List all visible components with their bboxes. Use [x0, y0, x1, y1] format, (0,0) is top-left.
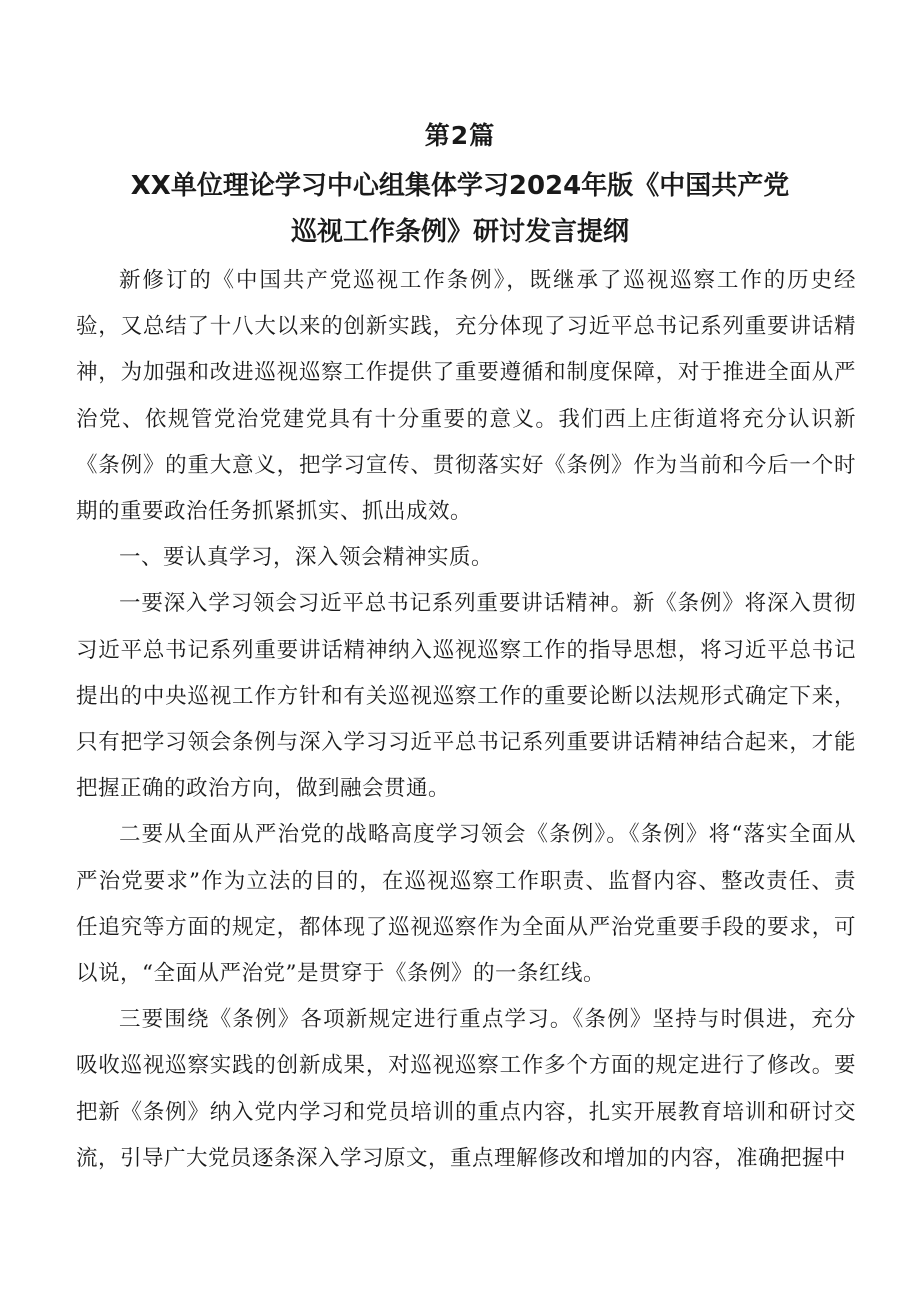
paragraph-intro: 新修订的《中国共产党巡视工作条例》，既继承了巡视巡察工作的历史经验，又总结了十八大以来的创新实践，充分体现了习近平总书记系列重要讲话精神，为加强和改进巡视巡察工作提供了重要遵循和制度保障，对于推进全面从严治党、依规管党治党建党具有十分重要的意义。我们西上庄街道将充分认识新《条例》的重大意义，把学习宣传、贯彻落实好《条例》作为当前和今后一个时期的重要政治任务抓紧抓实、抓出成效。 — [76, 268, 856, 525]
chapter-heading: 第2篇 — [424, 121, 496, 150]
section-heading-1: 一、要认真学习，深入领会精神实质。 — [119, 545, 494, 571]
paragraph-point-2: 二要从全面从严治党的战略高度学习领会《条例》。《条例》将“落实全面从严治党要求”作为立法的目的，在巡视巡察工作职责、监督内容、整改责任、责任追究等方面的规定，都体现了巡视巡察作为全面从严治党重要手段的要求，可以说，“全面从严治党”是贯穿于《条例》的一条红线。 — [76, 822, 856, 987]
paragraph-point-3: 三要围绕《条例》各项新规定进行重点学习。《条例》坚持与时俱进，充分吸收巡视巡察实践的创新成果，对巡视巡察工作多个方面的规定进行了修改。要把新《条例》纳入党内学习和党员培训的重点内容，扎实开展教育培训和研讨交流，引导广大党员逐条深入学习原文，重点理解修改和增加的内容，准确把握中 — [76, 1007, 856, 1171]
paragraph-point-1: 一要深入学习领会习近平总书记系列重要讲话精神。新《条例》将深入贯彻习近平总书记系列重要讲话精神纳入巡视巡察工作的指导思想，将习近平总书记提出的中央巡视工作方针和有关巡视巡察工作的重要论断以法规形式确定下来，只有把学习领会条例与深入学习习近平总书记系列重要讲话精神结合起来，才能把握正确的政治方向，做到融会贯通。 — [76, 591, 856, 802]
document-body — [76, 258, 856, 1182]
document-title-line-1: XX单位理论学习中心组集体学习2024年版《中国共产党 — [130, 171, 790, 201]
document-title-line-2: 巡视工作条例》研讨发言提纲 — [290, 217, 629, 247]
